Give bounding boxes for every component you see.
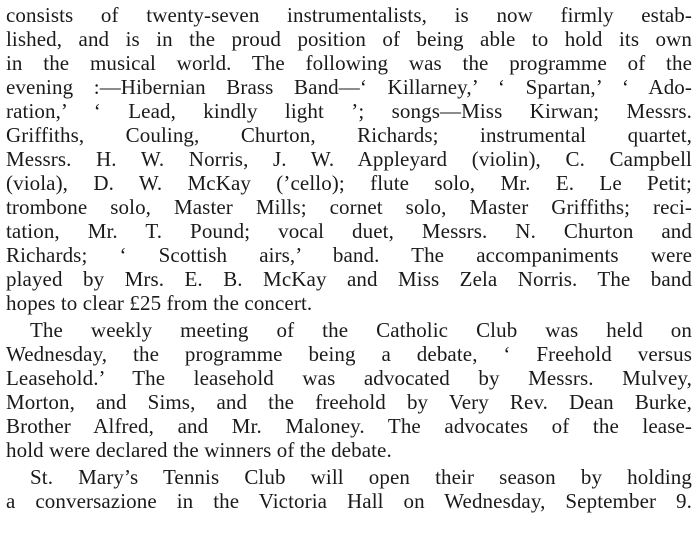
text-line: Richards; ‘ Scottish airs,’ band. The accompaniments were [6,243,692,267]
text-line: in the musical world. The following was the programme of the [6,51,692,75]
text-line: tation, Mr. T. Pound; vocal duet, Messrs. N. Churton and [6,219,692,243]
text-line: lished, and is in the proud position of being able to hold its own [6,27,692,51]
text-line: consists of twenty-seven instrumentalists, is now firmly estab- [6,3,692,27]
text-line: Brother Alfred, and Mr. Maloney. The advocates of the lease- [6,414,692,438]
text-line: trombone solo, Master Mills; cornet solo, Master Griffiths; reci- [6,195,692,219]
text-line: Messrs. H. W. Norris, J. W. Appleyard (violin), C. Campbell [6,147,692,171]
text-line: Morton, and Sims, and the freehold by Very Rev. Dean Burke, [6,390,692,414]
text-line: evening :—Hibernian Brass Band—‘ Killarney,’ ‘ Spartan,’ ‘ Ado- [6,75,692,99]
text-line: ration,’ ‘ Lead, kindly light ’; songs—Miss Kirwan; Messrs. [6,99,692,123]
text-line: hold were declared the winners of the debate. [6,438,392,462]
text-line: Griffiths, Couling, Churton, Richards; instrumental quartet, [6,123,692,147]
text-line: hopes to clear £25 from the concert. [6,291,313,315]
text-line: (viola), D. W. McKay (’cello); flute solo, Mr. E. Le Petit; [6,171,692,195]
text-line: The weekly meeting of the Catholic Club was held on [30,318,692,342]
text-line: St. Mary’s Tennis Club will open their season by holding [30,465,692,489]
text-line: a conversazione in the Victoria Hall on Wednesday, September 9. [6,489,692,513]
text-line: Leasehold.’ The leasehold was advocated by Messrs. Mulvey, [6,366,692,390]
text-line: played by Mrs. E. B. McKay and Miss Zela Norris. The band [6,267,692,291]
text-line: Wednesday, the programme being a debate, ‘ Freehold versus [6,342,692,366]
